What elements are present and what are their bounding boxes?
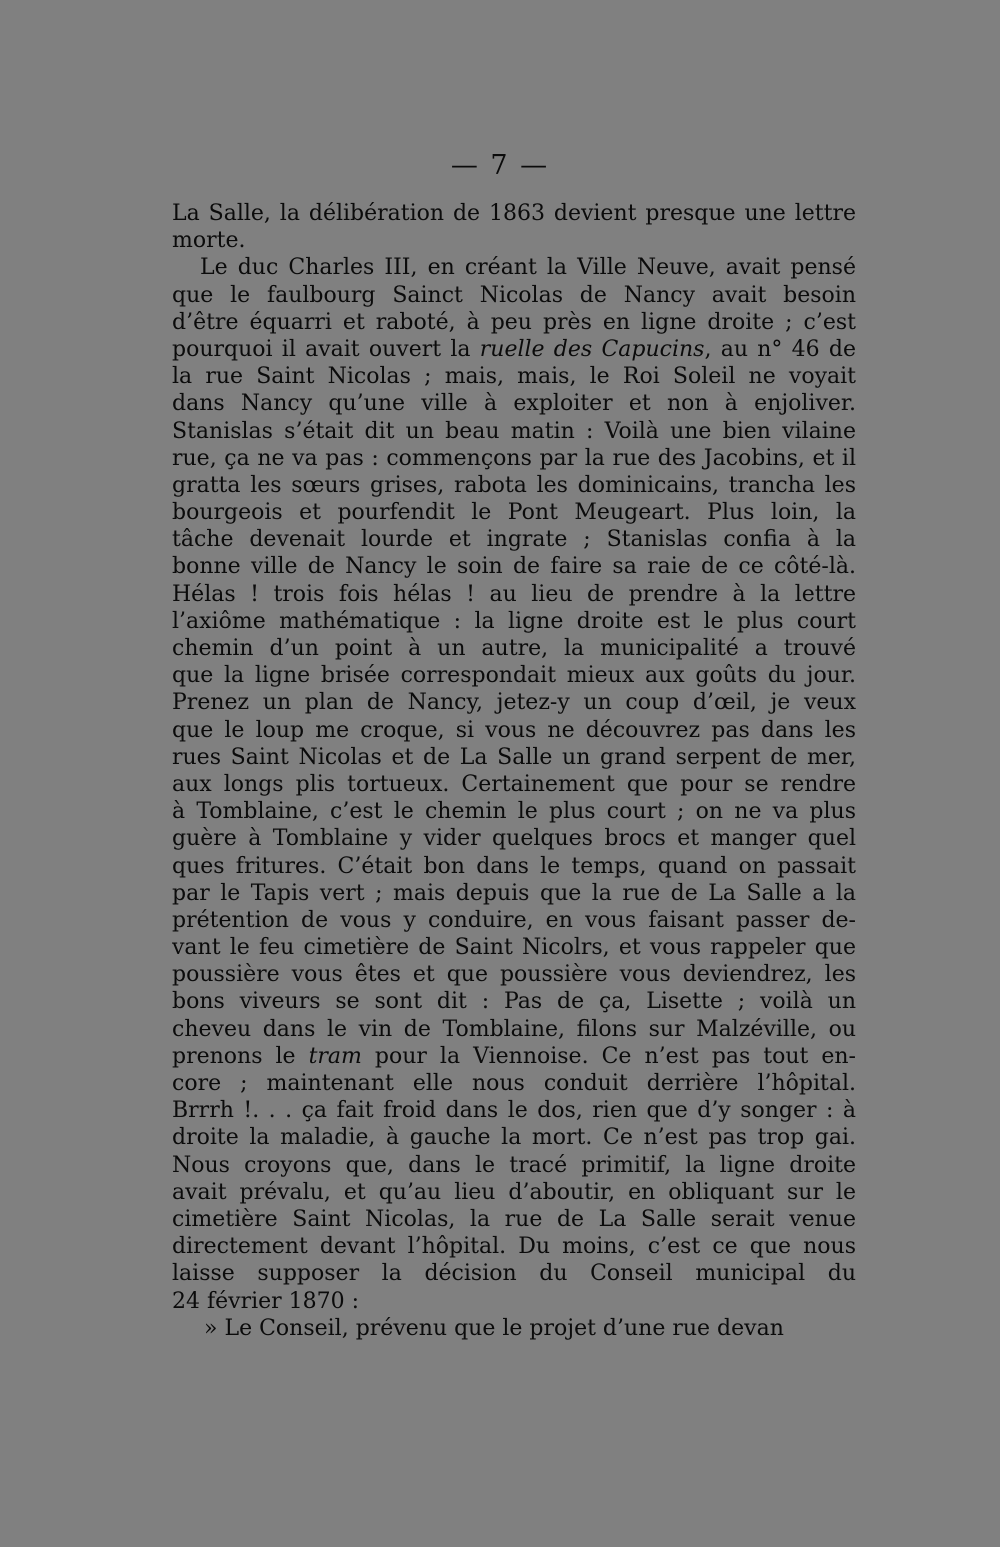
text-line: La Salle, la délibération de 1863 devient presque une lettre [172, 201, 856, 226]
text-line: dans Nancy qu’une ville à exploiter et non à enjoliver. [172, 391, 856, 417]
text-line: droite la maladie, à gauche la mort. Ce n’est pas trop gai. [172, 1125, 856, 1151]
text-line: Prenez un plan de Nancy, jetez-y un coup d’œil, je veux [172, 690, 856, 716]
text-line: la rue Saint Nicolas ; mais, mais, le Roi Soleil ne voyait [172, 364, 856, 390]
text-line: gratta les sœurs grises, rabota les dominicains, trancha les [172, 472, 856, 498]
text-line: d’être équarri et raboté, à peu près en ligne droite ; c’est [172, 309, 856, 335]
italic-phrase: ruelle des Capucins [479, 336, 705, 362]
text-line: prenons le tram pour la Viennoise. Ce n’est pas tout en- [172, 1043, 856, 1069]
text-line: chemin d’un point à un autre, la municipalité a trouvé [172, 636, 856, 661]
text-line: rues Saint Nicolas et de La Salle un grand serpent de mer, [172, 744, 856, 770]
text-line: Le duc Charles III, en créant la Ville Neuve, avait pensé [200, 255, 856, 281]
body-text [172, 200, 856, 1342]
text-line: que le loup me croque, si vous ne découvrez pas dans les [172, 717, 856, 743]
text-line: bourgeois et pourfendit le Pont Meugeart. Plus loin, la [172, 500, 856, 526]
text-line: à Tomblaine, c’est le chemin le plus court ; on ne va plus [172, 799, 856, 825]
text-line: cimetière Saint Nicolas, la rue de La Salle serait venue [172, 1206, 856, 1232]
text-line: Stanislas s’était dit un beau matin : Voilà une bien vilaine [172, 418, 856, 444]
text-line: Brrrh !. . . ça fait froid dans le dos, rien que d’y songer : à [172, 1098, 856, 1124]
text-line: que la ligne brisée correspondait mieux aux goûts du jour. [172, 663, 856, 689]
text-line: avait prévalu, et qu’au lieu d’aboutir, en obliquant sur le [172, 1179, 856, 1205]
text-line: vant le feu cimetière de Saint Nicolrs, et vous rappeler que [172, 935, 856, 961]
text-line: » Le Conseil, prévenu que le projet d’une rue devan [204, 1315, 784, 1341]
text-line: pourquoi il avait ouvert la ruelle des Capucins, au n° 46 de [172, 336, 856, 362]
text-line: par le Tapis vert ; mais depuis que la rue de La Salle a la [172, 880, 856, 906]
text-line: rue, ça ne va pas : commençons par la rue des Jacobins, et il [172, 445, 856, 471]
text-line: que le faulbourg Sainct Nicolas de Nancy avait besoin [172, 282, 856, 308]
text-line: Hélas ! trois fois hélas ! au lieu de prendre à la lettre [172, 581, 856, 607]
text-line: tâche devenait lourde et ingrate ; Stanislas confia à la [172, 527, 856, 553]
text-line: ques fritures. C’était bon dans le temps, quand on passait [172, 853, 856, 879]
text-line: cheveu dans le vin de Tomblaine, filons sur Malzéville, ou [172, 1016, 856, 1042]
text-line: core ; maintenant elle nous conduit derrière l’hôpital. [172, 1071, 856, 1096]
text-line: morte. [172, 228, 246, 254]
page-number: — 7 — [450, 150, 550, 181]
text-line: laisse supposer la décision du Conseil municipal du [172, 1261, 856, 1287]
text-line: bons viveurs se sont dit : Pas de ça, Lisette ; voilà un [172, 989, 856, 1015]
text-line: aux longs plis tortueux. Certainement que pour se rendre [172, 771, 856, 797]
italic-phrase: tram [308, 1043, 362, 1069]
text-line: prétention de vous y conduire, en vous faisant passer de- [172, 907, 856, 933]
text-line: 24 février 1870 : [172, 1288, 360, 1314]
text-line: guère à Tomblaine y vider quelques brocs et manger quel [172, 826, 856, 852]
text-line: bonne ville de Nancy le soin de faire sa raie de ce côté-là. [172, 554, 856, 580]
text-line: Nous croyons que, dans le tracé primitif, la ligne droite [172, 1152, 856, 1178]
text-line: poussière vous êtes et que poussière vous deviendrez, les [172, 962, 856, 988]
text-line: l’axiôme mathématique : la ligne droite est le plus court [172, 608, 856, 634]
text-line: directement devant l’hôpital. Du moins, c’est ce que nous [172, 1234, 856, 1260]
